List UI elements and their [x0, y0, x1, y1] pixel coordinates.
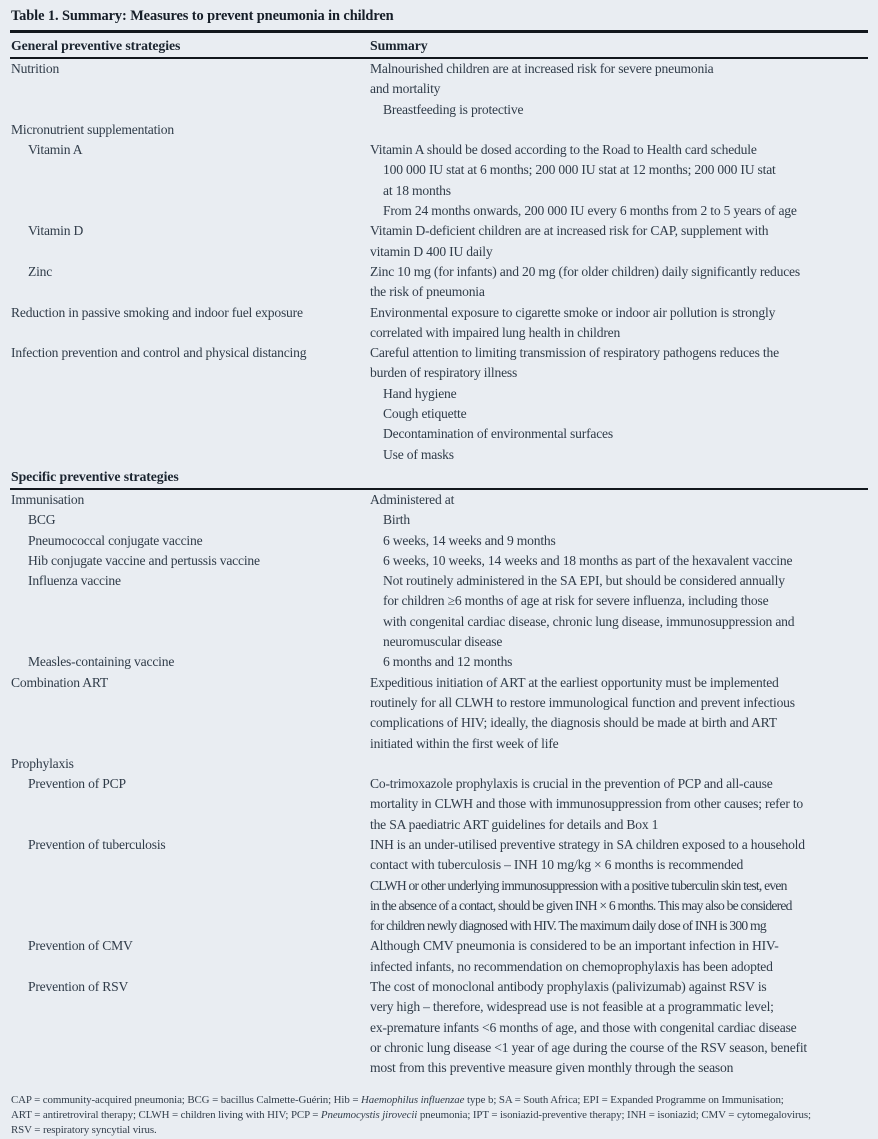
table-row — [10, 262, 868, 303]
section-header-label: General preventive strategies — [11, 38, 181, 53]
summary-line: infected infants, no recommendation on chemoprophylaxis has been adopted — [370, 958, 773, 974]
strategy-cell — [10, 120, 370, 140]
summary-cell — [370, 936, 868, 977]
summary-line: Malnourished children are at increased risk for severe pneumonia — [370, 61, 714, 76]
strategy-cell — [10, 343, 370, 363]
table-row — [10, 936, 868, 977]
strategy-label: Nutrition — [11, 61, 60, 76]
summary-line: Not routinely administered in the SA EPI, but should be considered annually — [383, 573, 785, 589]
summary-line: Careful attention to limiting transmission of respiratory pathogens reduces the — [370, 345, 779, 361]
summary-cell — [370, 510, 868, 530]
footnote-line — [11, 1123, 868, 1138]
table-row — [10, 551, 868, 571]
table-row — [10, 510, 868, 530]
summary-line: Birth — [383, 512, 410, 528]
strategy-label: Combination ART — [11, 674, 109, 690]
strategy-cell — [10, 221, 370, 241]
summary-cell — [370, 774, 868, 835]
summary-line: 6 months and 12 months — [383, 654, 513, 670]
summary-cell — [370, 571, 868, 652]
summary-line: Vitamin D-deficient children are at increased risk for CAP, supplement with — [370, 223, 769, 239]
strategy-label: Vitamin D — [28, 223, 84, 239]
summary-cell — [370, 343, 868, 465]
strategy-cell — [10, 140, 370, 160]
summary-line: for children ≥6 months of age at risk for severe influenza, including those — [383, 593, 769, 609]
strategy-label: Prevention of RSV — [28, 979, 129, 995]
summary-cell — [370, 303, 868, 344]
summary-line: From 24 months onwards, 200 000 IU every 6 months from 2 to 5 years of age — [383, 203, 797, 219]
strategy-label: Prevention of PCP — [28, 776, 126, 792]
summary-line: The cost of monoclonal antibody prophylaxis (palivizumab) against RSV is — [370, 979, 767, 995]
table-row — [10, 835, 868, 936]
table-row — [10, 343, 868, 465]
summary-line: vitamin D 400 IU daily — [370, 243, 493, 259]
summary-line: 6 weeks, 10 weeks, 14 weeks and 18 months as part of the hexavalent vaccine — [383, 552, 793, 568]
strategy-cell — [10, 510, 370, 530]
summary-cell — [370, 652, 868, 672]
strategy-cell — [10, 571, 370, 591]
strategy-cell — [10, 531, 370, 551]
strategy-label: Infection prevention and control and physical distancing — [11, 345, 307, 361]
strategy-cell — [10, 754, 370, 774]
summary-cell — [370, 673, 868, 754]
table-row — [10, 490, 868, 510]
summary-line: 100 000 IU stat at 6 months; 200 000 IU stat at 12 months; 200 000 IU stat — [383, 162, 776, 178]
summary-cell — [370, 490, 868, 510]
species-name-italic: Pneumocystis jirovecii — [320, 1108, 418, 1121]
summary-line: 6 weeks, 14 weeks and 9 months — [383, 532, 556, 548]
strategy-label: Immunisation — [11, 491, 85, 507]
strategy-cell — [10, 262, 370, 282]
footnote-text: RSV = respiratory syncytial virus. — [11, 1123, 157, 1136]
summary-line: neuromuscular disease — [383, 634, 503, 650]
summary-line: correlated with impaired lung health in children — [370, 324, 621, 340]
summary-line: with congenital cardiac disease, chronic lung disease, immunosuppression and — [383, 613, 795, 629]
strategy-cell — [10, 936, 370, 956]
strategy-label: Prophylaxis — [11, 755, 74, 771]
summary-line: Vitamin A should be dosed according to the Road to Health card schedule — [370, 142, 757, 158]
strategy-cell — [10, 835, 370, 855]
table-row — [10, 977, 868, 1078]
strategy-cell — [10, 652, 370, 672]
strategy-cell — [10, 490, 370, 510]
table-row — [10, 571, 868, 652]
summary-line: Use of masks — [383, 446, 454, 462]
summary-line: Co-trimoxazole prophylaxis is crucial in the prevention of PCP and all-cause — [370, 776, 773, 792]
summary-line: and mortality — [370, 81, 441, 97]
summary-cell — [370, 977, 868, 1078]
summary-column-header — [370, 469, 868, 485]
footnote-text: type b; SA = South Africa; EPI = Expanded Programme on Immunisation; — [464, 1093, 784, 1106]
strategy-label: Zinc — [28, 263, 53, 279]
summary-line: or chronic lung disease <1 year of age during the course of the RSV season, benefit — [370, 1039, 808, 1055]
summary-line: Environmental exposure to cigarette smoke or indoor air pollution is strongly — [370, 304, 776, 320]
table-row — [10, 303, 868, 344]
strategy-label: BCG — [28, 512, 56, 528]
summary-line: at 18 months — [383, 182, 451, 198]
summary-line: the SA paediatric ART guidelines for details and Box 1 — [370, 816, 659, 832]
summary-line: very high – therefore, widespread use is not feasible at a programmatic level; — [370, 999, 774, 1015]
strategy-cell — [10, 59, 370, 79]
table-row — [10, 754, 868, 774]
summary-cell — [370, 59, 868, 120]
strategy-label: Reduction in passive smoking and indoor fuel exposure — [11, 304, 303, 320]
strategy-cell — [10, 977, 370, 997]
table-title: Table 1. Summary: Measures to prevent pneumonia in children — [10, 5, 868, 33]
strategy-cell — [10, 303, 370, 323]
strategy-cell — [10, 774, 370, 794]
strategy-label: Hib conjugate vaccine and pertussis vaccine — [28, 552, 260, 568]
species-name-italic: Haemophilus influenzae — [361, 1093, 465, 1106]
summary-line: Decontamination of environmental surfaces — [383, 426, 613, 442]
summary-column-header: Summary — [370, 38, 428, 53]
summary-line: mortality in CLWH and those with immunosuppression from other causes; refer to — [370, 796, 804, 812]
strategy-label: Prevention of CMV — [28, 938, 133, 954]
table-body — [10, 33, 868, 1079]
summary-line: burden of respiratory illness — [370, 365, 518, 381]
summary-cell — [370, 262, 868, 303]
summary-cell — [370, 835, 868, 936]
table-row — [10, 673, 868, 754]
summary-line: Cough etiquette — [383, 406, 467, 422]
table-row — [10, 59, 868, 120]
summary-line: Expeditious initiation of ART at the earliest opportunity must be implemented — [370, 674, 779, 690]
table-row — [10, 531, 868, 551]
summary-line: the risk of pneumonia — [370, 284, 485, 300]
strategy-cell — [10, 551, 370, 571]
strategy-label: Influenza vaccine — [28, 573, 121, 589]
table-row — [10, 221, 868, 262]
table-row — [10, 652, 868, 672]
section-header-row — [10, 465, 868, 490]
table-row — [10, 140, 868, 221]
summary-line: most from this preventive measure given monthly through the season — [370, 1060, 734, 1076]
summary-cell — [370, 140, 868, 221]
section-header-row — [10, 34, 868, 59]
summary-line: contact with tuberculosis – INH 10 mg/kg × 6 months is recommended — [370, 857, 744, 873]
section-header-label: Specific preventive strategies — [11, 468, 179, 484]
footnote-line — [11, 1093, 868, 1108]
footnote-text: CAP = community-acquired pneumonia; BCG = bacillus Calmette-Guérin; Hib = — [11, 1093, 361, 1106]
summary-line: initiated within the first week of life — [370, 735, 559, 751]
table-row — [10, 774, 868, 835]
summary-cell — [370, 551, 868, 571]
strategy-label: Micronutrient supplementation — [11, 121, 174, 137]
footnote-line — [11, 1108, 868, 1123]
footnote — [10, 1093, 868, 1138]
strategy-label: Prevention of tuberculosis — [28, 836, 166, 852]
summary-line: ex-premature infants <6 months of age, and those with congenital cardiac disease — [370, 1019, 797, 1035]
summary-line: INH is an under-utilised preventive strategy in SA children exposed to a household — [370, 836, 805, 852]
strategy-label: Vitamin A — [28, 142, 83, 158]
summary-line: Administered at — [370, 491, 455, 507]
summary-line: Hand hygiene — [383, 385, 457, 401]
summary-line: Although CMV pneumonia is considered to be an important infection in HIV- — [370, 938, 779, 954]
strategy-label: Measles-containing vaccine — [28, 654, 175, 670]
strategy-cell — [10, 673, 370, 693]
strategy-label: Pneumococcal conjugate vaccine — [28, 532, 203, 548]
summary-line: routinely for all CLWH to restore immunological function and prevent infectious — [370, 694, 795, 710]
table-row — [10, 120, 868, 140]
summary-line: complications of HIV; ideally, the diagnosis should be made at birth and ART — [370, 715, 777, 731]
footnote-text: ART = antiretroviral therapy; CLWH = children living with HIV; PCP = — [11, 1108, 321, 1121]
summary-line: Zinc 10 mg (for infants) and 20 mg (for older children) daily significantly reduces — [370, 263, 800, 279]
summary-line: in the absence of a contact, should be given INH × 6 months. This may also be considered — [370, 897, 792, 913]
summary-cell — [370, 221, 868, 262]
summary-cell — [370, 531, 868, 551]
summary-line: for children newly diagnosed with HIV. The maximum daily dose of INH is 300 mg — [370, 918, 766, 934]
summary-line: CLWH or other underlying immunosuppression with a positive tuberculin skin test, even — [370, 877, 787, 893]
footnote-text: pneumonia; IPT = isoniazid-preventive therapy; INH = isoniazid; CMV = cytomegalovirus; — [417, 1108, 811, 1121]
summary-line: Breastfeeding is protective — [383, 101, 524, 117]
